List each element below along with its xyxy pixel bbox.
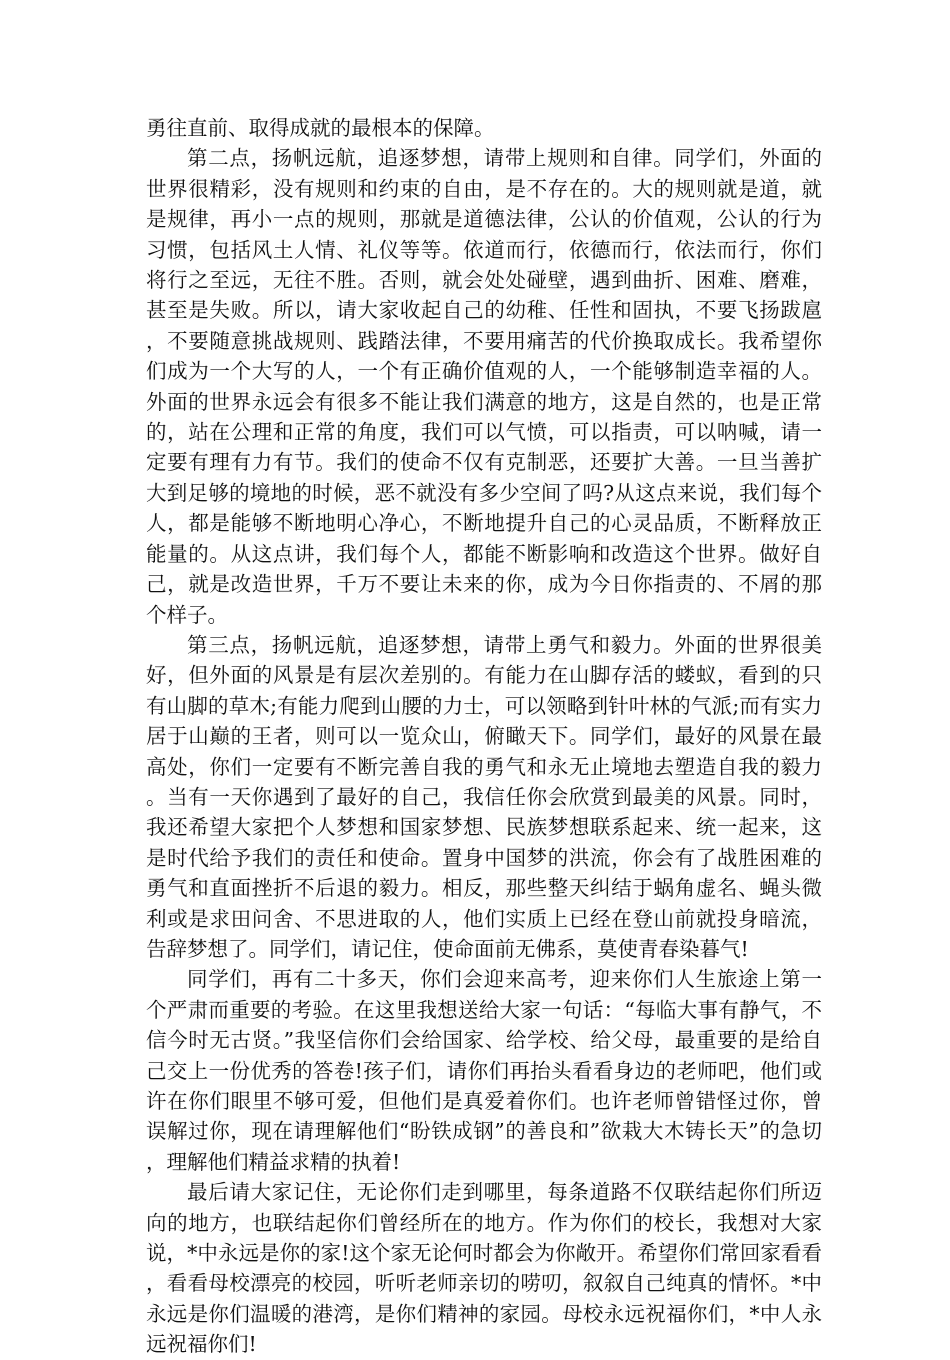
document-page [146, 113, 822, 1360]
paragraph-continuation: 勇往直前、取得成就的最根本的保障。 [146, 116, 495, 140]
paragraph-closing: 最后请大家记住，无论你们走到哪里，每条道路不仅联结起你们所迈向的地方，也联结起你们曾经所在的地方。作为你们的校长，我想对大家说，*中永远是你的家!这个家无论何时都会为你敞开。希望你们常回家看看，看看母校漂亮的校园，听听老师亲切的唠叨，叙叙自己纯真的情怀。*中永远是你们温暖的港湾，是你们精神的家园。母校永远祝福你们，*中人永远祝福你们! [146, 1180, 822, 1357]
paragraph-courage-perseverance: 第三点，扬帆远航，追逐梦想，请带上勇气和毅力。外面的世界很美好，但外面的风景是有层次差别的。有能力在山脚存活的蝼蚁，看到的只有山脚的草木;有能力爬到山腰的力士，可以领略到针叶林的气派;而有实力居于山巅的王者，则可以一览众山，俯瞰天下。同学们，最好的风景在最高处，你们一定要有不断完善自我的勇气和永无止境地去塑造自我的毅力。当有一天你遇到了最好的自己，我信任你会欣赏到最美的风景。同时，我还希望大家把个人梦想和国家梦想、民族梦想联系起来、统一起来，这是时代给予我们的责任和使命。置身中国梦的洪流，你会有了战胜困难的勇气和直面挫折不后退的毅力。相反，那些整天纠结于蜗角虚名、蝇头微利或是求田问舍、不思进取的人，他们实质上已经在登山前就投身暗流，告辞梦想了。同学们，请记住，使命面前无佛系，莫使青春染暮气! [146, 632, 822, 961]
paragraph-rules-discipline: 第二点，扬帆远航，追逐梦想，请带上规则和自律。同学们，外面的世界很精彩，没有规则和约束的自由，是不存在的。大的规则就是道，就是规律，再小一点的规则，那就是道德法律，公认的价值观，公认的行为习惯，包括风土人情、礼仪等等。依道而行，依德而行，依法而行，你们将行之至远，无往不胜。否则，就会处处碰壁，遇到曲折、困难、磨难，甚至是失败。所以，请大家收起自己的幼稚、任性和固执，不要飞扬跋扈，不要随意挑战规则、践踏法律，不要用痛苦的代价换取成长。我希望你们成为一个大写的人，一个有正确价值观的人，一个能够制造幸福的人。外面的世界永远会有很多不能让我们满意的地方，这是自然的，也是正常的，站在公理和正常的角度，我们可以气愤，可以指责，可以呐喊，请一定要有理有力有节。我们的使命不仅有克制恶，还要扩大善。一旦当善扩大到足够的境地的时候，恶不就没有多少空间了吗?从这点来说，我们每个人，都是能够不断地明心净心，不断地提升自己的心灵品质，不断释放正能量的。从这点讲，我们每个人，都能不断影响和改造这个世界。做好自己，就是改造世界，千万不要让未来的你，成为今日你指责的、不屑的那个样子。 [146, 146, 822, 627]
paragraph-exam-teachers: 同学们，再有二十多天，你们会迎来高考，迎来你们人生旅途上第一个严肃而重要的考验。在这里我想送给大家一句话：“每临大事有静气，不信今时无古贤。”我坚信你们会给国家、给学校、给父母，最重要的是给自己交上一份优秀的答卷!孩子们，请你们再抬头看看身边的老师吧，他们或许在你们眼里不够可爱，但他们是真爱着你们。也许老师曾错怪过你，曾误解过你，现在请理解他们“盼铁成钢”的善良和”欲栽大木铸长天”的急切，理解他们精益求精的执着! [146, 967, 822, 1174]
